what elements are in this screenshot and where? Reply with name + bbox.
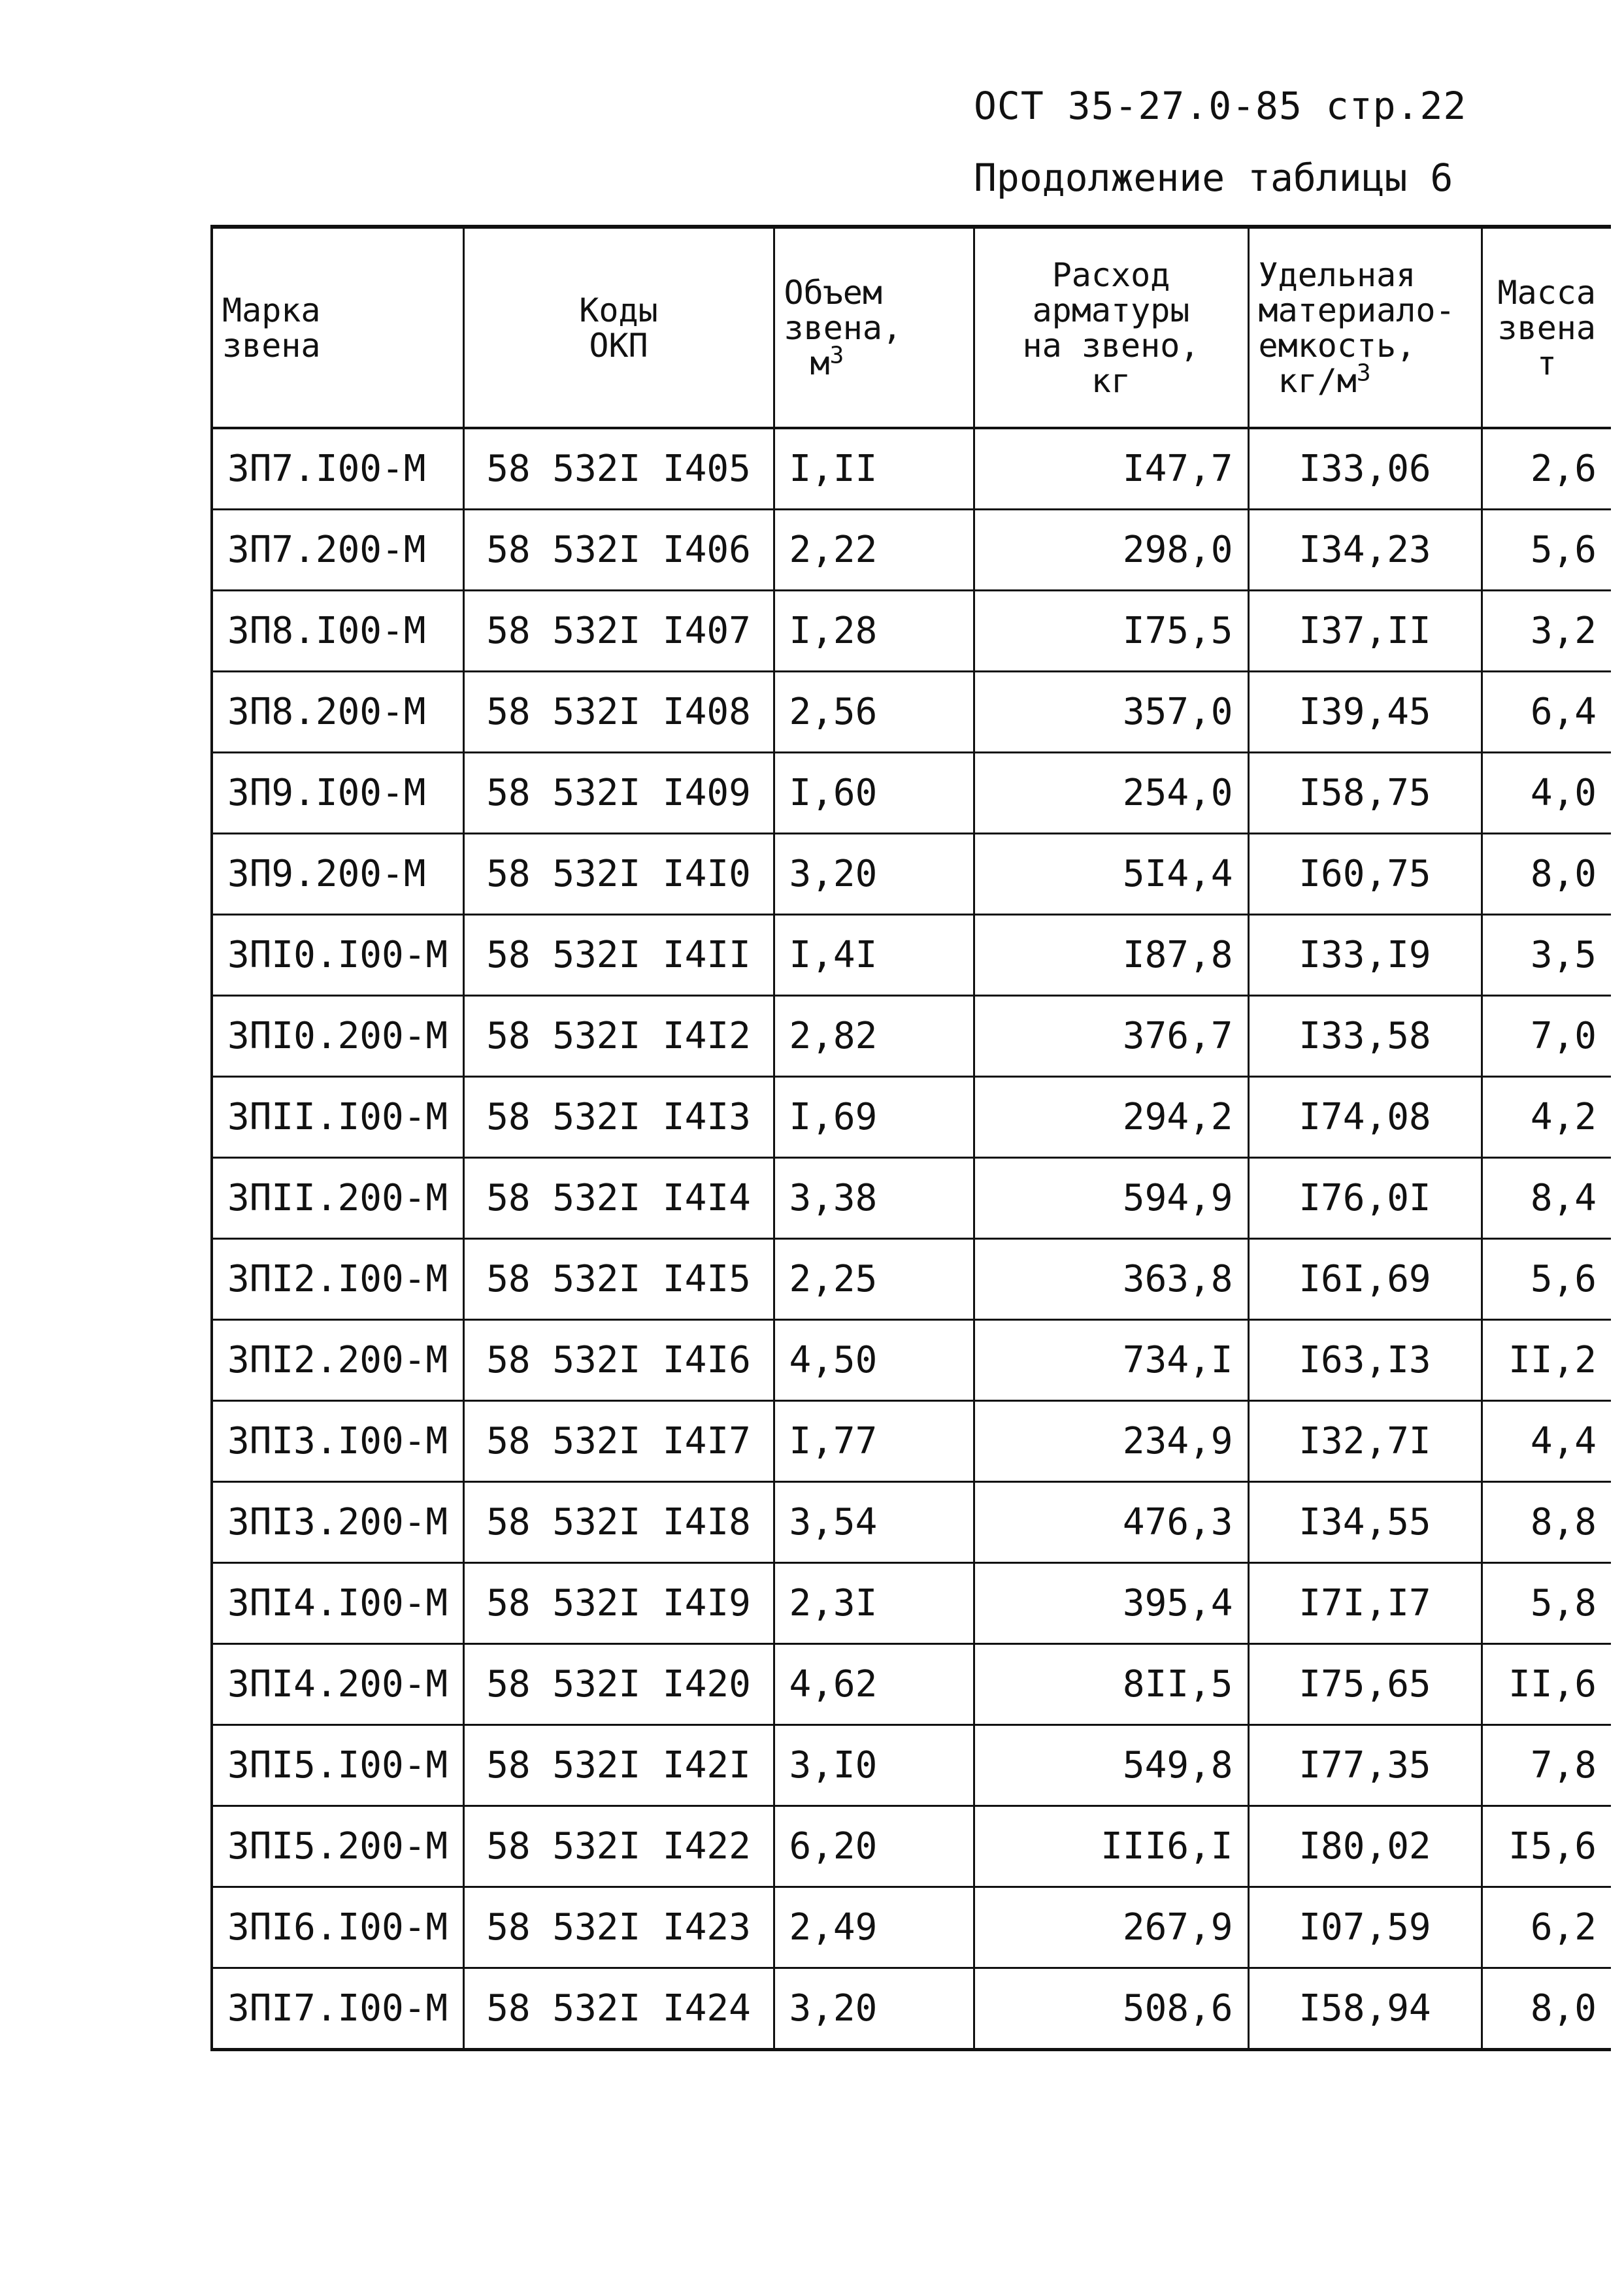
cell-specific: I58,94 <box>1248 1968 1482 2050</box>
table-row <box>212 1644 1611 1725</box>
table-row <box>212 510 1611 591</box>
specific-unit-exponent: 3 <box>1356 359 1371 386</box>
cell-mark: ЗП8.I00-М <box>212 591 463 672</box>
cell-rebar: 298,0 <box>974 510 1248 591</box>
cell-code: 58 532I I406 <box>463 510 774 591</box>
cell-code: 58 532I I4I0 <box>463 834 774 915</box>
cell-volume: I,69 <box>774 1077 974 1158</box>
table-row <box>212 1968 1611 2050</box>
cell-mass: 7,0 <box>1482 996 1611 1077</box>
cell-rebar: 357,0 <box>974 672 1248 753</box>
cell-mark: ЗПI4.I00-М <box>212 1563 463 1644</box>
cell-mark: ЗПII.I00-М <box>212 1077 463 1158</box>
cell-rebar: III6,I <box>974 1806 1248 1887</box>
col-header-specific-text: Удельная материало- емкость, <box>1258 256 1455 365</box>
cell-specific: I32,7I <box>1248 1401 1482 1482</box>
col-header-volume <box>774 227 974 428</box>
cell-code: 58 532I I4I2 <box>463 996 774 1077</box>
cell-mass: 8,0 <box>1482 1968 1611 2050</box>
cell-specific: I80,02 <box>1248 1806 1482 1887</box>
cell-specific: I34,55 <box>1248 1482 1482 1563</box>
cell-volume: 3,38 <box>774 1158 974 1239</box>
cell-mass: 7,8 <box>1482 1725 1611 1806</box>
cell-specific: I58,75 <box>1248 753 1482 834</box>
cell-volume: 3,54 <box>774 1482 974 1563</box>
col-header-mark <box>212 227 463 428</box>
table-row <box>212 834 1611 915</box>
cell-code: 58 532I I4I8 <box>463 1482 774 1563</box>
cell-specific: I76,0I <box>1248 1158 1482 1239</box>
table-row <box>212 672 1611 753</box>
cell-mass: 5,8 <box>1482 1563 1611 1644</box>
cell-mass: II,2 <box>1482 1320 1611 1401</box>
cell-specific: I34,23 <box>1248 510 1482 591</box>
cell-volume: I,60 <box>774 753 974 834</box>
cell-rebar: 376,7 <box>974 996 1248 1077</box>
cell-volume: 3,I0 <box>774 1725 974 1806</box>
cell-volume: 2,82 <box>774 996 974 1077</box>
cell-code: 58 532I I408 <box>463 672 774 753</box>
table-row <box>212 753 1611 834</box>
cell-specific: I07,59 <box>1248 1887 1482 1968</box>
cell-mass: 5,6 <box>1482 510 1611 591</box>
cell-volume: 2,22 <box>774 510 974 591</box>
cell-mark: ЗПI4.200-М <box>212 1644 463 1725</box>
document-reference: ОСТ 35-27.0-85 стр.22 <box>974 84 1467 128</box>
table-row <box>212 1158 1611 1239</box>
cell-code: 58 532I I405 <box>463 428 774 510</box>
cell-volume: I,II <box>774 428 974 510</box>
col-header-specific-unit <box>1259 359 1371 400</box>
col-header-volume-unit <box>784 341 844 382</box>
col-header-mark-text: Марка звена <box>222 291 321 365</box>
cell-mass: 3,2 <box>1482 591 1611 672</box>
cell-mass: 4,2 <box>1482 1077 1611 1158</box>
cell-rebar: I75,5 <box>974 591 1248 672</box>
cell-mass: I5,6 <box>1482 1806 1611 1887</box>
cell-mark: ЗП7.I00-М <box>212 428 463 510</box>
cell-mark: ЗПII.200-М <box>212 1158 463 1239</box>
table-row <box>212 915 1611 996</box>
cell-rebar: 5I4,4 <box>974 834 1248 915</box>
cell-code: 58 532I I420 <box>463 1644 774 1725</box>
cell-volume: I,28 <box>774 591 974 672</box>
cell-specific: I33,06 <box>1248 428 1482 510</box>
cell-code: 58 532I I422 <box>463 1806 774 1887</box>
cell-rebar: 395,4 <box>974 1563 1248 1644</box>
cell-mass: 8,0 <box>1482 834 1611 915</box>
cell-code: 58 532I I4I3 <box>463 1077 774 1158</box>
table-row <box>212 1401 1611 1482</box>
table-row <box>212 1239 1611 1320</box>
cell-mass: 2,6 <box>1482 428 1611 510</box>
volume-unit-base: м <box>810 344 830 382</box>
cell-specific: I6I,69 <box>1248 1239 1482 1320</box>
cell-mark: ЗПI7.I00-М <box>212 1968 463 2050</box>
cell-mass: 8,8 <box>1482 1482 1611 1563</box>
col-header-mass <box>1482 227 1611 428</box>
table-row <box>212 1482 1611 1563</box>
cell-mark: ЗПI0.I00-М <box>212 915 463 996</box>
cell-rebar: 267,9 <box>974 1887 1248 1968</box>
cell-rebar: 594,9 <box>974 1158 1248 1239</box>
cell-mark: ЗПI3.200-М <box>212 1482 463 1563</box>
cell-rebar: I47,7 <box>974 428 1248 510</box>
table-row <box>212 1806 1611 1887</box>
cell-specific: I33,58 <box>1248 996 1482 1077</box>
cell-mass: 4,4 <box>1482 1401 1611 1482</box>
cell-volume: 2,25 <box>774 1239 974 1320</box>
cell-volume: 4,50 <box>774 1320 974 1401</box>
cell-mass: 3,5 <box>1482 915 1611 996</box>
cell-specific: I74,08 <box>1248 1077 1482 1158</box>
cell-rebar: 734,I <box>974 1320 1248 1401</box>
cell-code: 58 532I I4I7 <box>463 1401 774 1482</box>
col-header-rebar <box>974 227 1248 428</box>
cell-volume: 2,56 <box>774 672 974 753</box>
cell-mass: 6,2 <box>1482 1887 1611 1968</box>
cell-code: 58 532I I424 <box>463 1968 774 2050</box>
cell-mass: 8,4 <box>1482 1158 1611 1239</box>
cell-code: 58 532I I4I9 <box>463 1563 774 1644</box>
table-row <box>212 428 1611 510</box>
cell-mark: ЗПI3.I00-М <box>212 1401 463 1482</box>
specification-table <box>210 225 1611 2051</box>
cell-rebar: 234,9 <box>974 1401 1248 1482</box>
cell-code: 58 532I I4I4 <box>463 1158 774 1239</box>
cell-mark: ЗП9.200-М <box>212 834 463 915</box>
cell-mark: ЗПI0.200-М <box>212 996 463 1077</box>
cell-mass: 4,0 <box>1482 753 1611 834</box>
cell-mark: ЗПI2.200-М <box>212 1320 463 1401</box>
cell-specific: I37,II <box>1248 591 1482 672</box>
cell-mass: 5,6 <box>1482 1239 1611 1320</box>
volume-unit-exponent: 3 <box>829 341 844 369</box>
cell-mark: ЗПI5.I00-М <box>212 1725 463 1806</box>
cell-code: 58 532I I42I <box>463 1725 774 1806</box>
table-row <box>212 1320 1611 1401</box>
table-continuation-caption: Продолжение таблицы 6 <box>974 156 1453 200</box>
col-header-mass-text: Масса звена т <box>1497 273 1596 382</box>
cell-volume: 4,62 <box>774 1644 974 1725</box>
table-row <box>212 591 1611 672</box>
cell-code: 58 532I I4I6 <box>463 1320 774 1401</box>
cell-specific: I60,75 <box>1248 834 1482 915</box>
cell-code: 58 532I I409 <box>463 753 774 834</box>
cell-volume: 3,20 <box>774 1968 974 2050</box>
cell-specific: I33,I9 <box>1248 915 1482 996</box>
col-header-codes-text: Коды ОКП <box>579 291 658 365</box>
cell-volume: I,4I <box>774 915 974 996</box>
cell-mark: ЗПI5.200-М <box>212 1806 463 1887</box>
cell-mark: ЗП7.200-М <box>212 510 463 591</box>
table-header-row <box>212 227 1611 428</box>
table-body <box>212 428 1611 2050</box>
specific-unit-base: кг/м <box>1278 361 1357 400</box>
cell-volume: 6,20 <box>774 1806 974 1887</box>
col-header-rebar-text: Расход арматуры на звено, кг <box>1022 256 1200 400</box>
cell-mass: II,6 <box>1482 1644 1611 1725</box>
cell-rebar: 508,6 <box>974 1968 1248 2050</box>
cell-specific: I75,65 <box>1248 1644 1482 1725</box>
cell-rebar: 549,8 <box>974 1725 1248 1806</box>
cell-specific: I39,45 <box>1248 672 1482 753</box>
cell-rebar: 294,2 <box>974 1077 1248 1158</box>
cell-mark: ЗП8.200-М <box>212 672 463 753</box>
cell-volume: 3,20 <box>774 834 974 915</box>
col-header-specific <box>1248 227 1482 428</box>
cell-volume: 2,49 <box>774 1887 974 1968</box>
table-row <box>212 1563 1611 1644</box>
cell-rebar: I87,8 <box>974 915 1248 996</box>
cell-specific: I77,35 <box>1248 1725 1482 1806</box>
cell-rebar: 363,8 <box>974 1239 1248 1320</box>
cell-mark: ЗПI2.I00-М <box>212 1239 463 1320</box>
table-row <box>212 1887 1611 1968</box>
table-row <box>212 1077 1611 1158</box>
cell-rebar: 476,3 <box>974 1482 1248 1563</box>
cell-code: 58 532I I4I5 <box>463 1239 774 1320</box>
table-row <box>212 996 1611 1077</box>
table-row <box>212 1725 1611 1806</box>
cell-code: 58 532I I4II <box>463 915 774 996</box>
col-header-codes <box>463 227 774 428</box>
col-header-volume-text: Объем звена, <box>784 273 903 347</box>
cell-specific: I63,I3 <box>1248 1320 1482 1401</box>
cell-code: 58 532I I407 <box>463 591 774 672</box>
cell-mass: 6,4 <box>1482 672 1611 753</box>
cell-mark: ЗПI6.I00-М <box>212 1887 463 1968</box>
cell-rebar: 254,0 <box>974 753 1248 834</box>
cell-volume: I,77 <box>774 1401 974 1482</box>
cell-rebar: 8II,5 <box>974 1644 1248 1725</box>
cell-code: 58 532I I423 <box>463 1887 774 1968</box>
cell-specific: I7I,I7 <box>1248 1563 1482 1644</box>
cell-mark: ЗП9.I00-М <box>212 753 463 834</box>
cell-volume: 2,3I <box>774 1563 974 1644</box>
